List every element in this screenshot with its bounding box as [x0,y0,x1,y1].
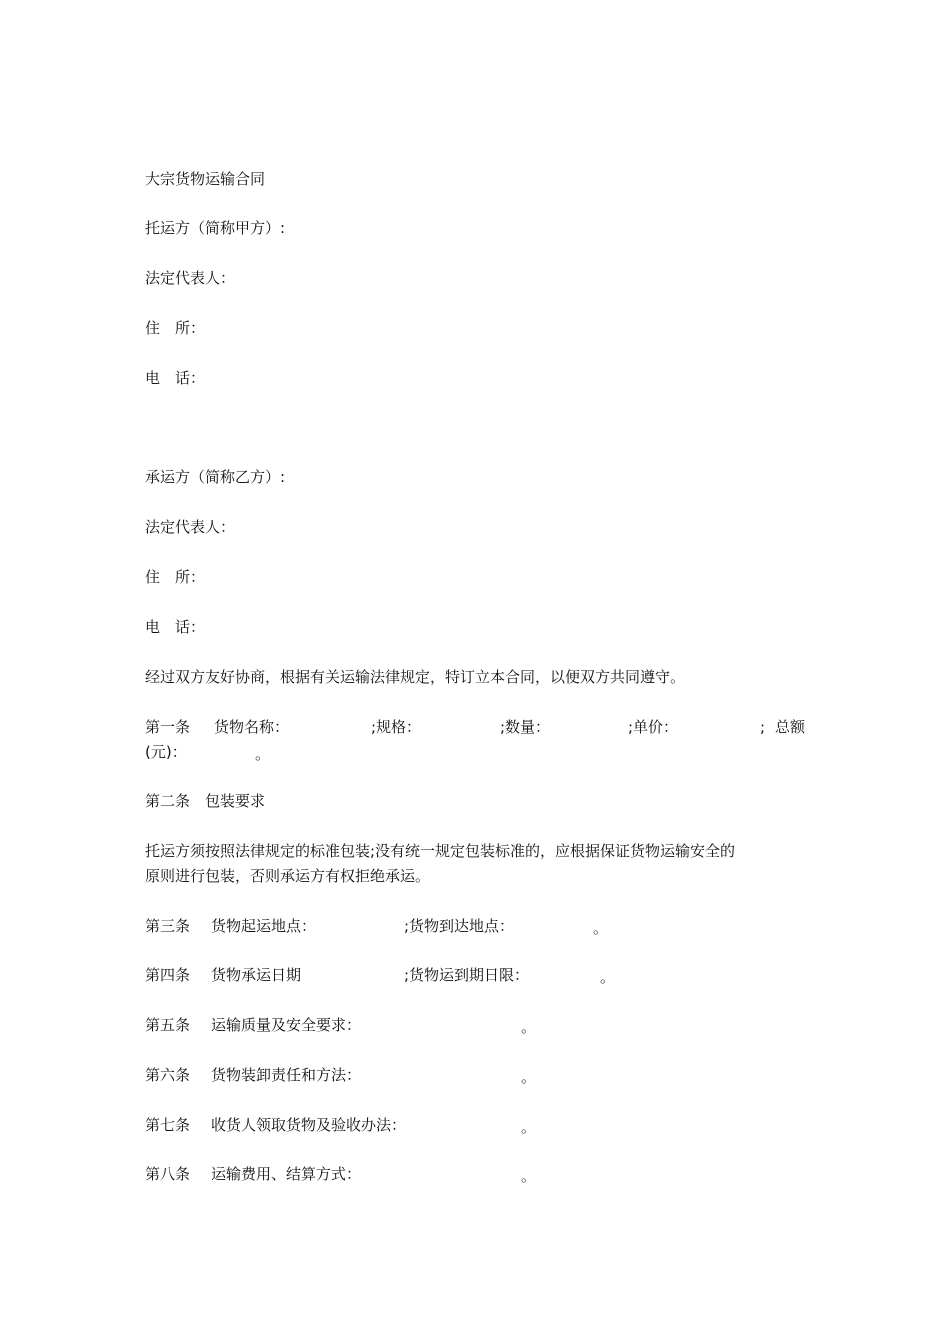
party-b-rep: 法定代表人： [145,518,236,536]
party-b-header: 承运方（简称乙方）: [145,468,286,486]
intro-paragraph: 经过双方友好协商，根据有关运输法律规定，特订立本合同，以便双方共同遵守。 [145,668,686,686]
article-8-label: 第八条 [145,1165,191,1183]
article-5-label: 第五条 [145,1016,191,1034]
article-7-label: 第七条 [145,1116,191,1134]
party-a-phone: 电 话： [145,369,206,387]
article-1-end: 。 [255,745,271,763]
party-b-address: 住 所： [145,568,206,586]
article-2-body-line-1: 托运方须按照法律规定的标准包装;没有统一规定包装标准的，应根据保证货物运输安全的 [145,842,736,860]
article-8-text: 运输费用、结算方式： [211,1165,362,1183]
article-6-text: 货物装卸责任和方法： [211,1066,362,1084]
article-3-origin: 货物起运地点： [211,917,317,935]
article-2-body-line-2: 原则进行包装，否则承运方有权拒绝承运。 [145,867,431,885]
article-7-text: 收货人领取货物及验收办法： [211,1116,407,1134]
party-a-header: 托运方（简称甲方）: [145,219,286,237]
article-6-end: 。 [521,1068,537,1086]
article-1-unit-price: ;单价： [628,718,679,736]
article-1-goods-name: 货物名称： [214,718,290,736]
article-3-destination: ;货物到达地点： [404,917,515,935]
article-5-text: 运输质量及安全要求： [211,1016,362,1034]
article-3-label: 第三条 [145,917,191,935]
article-1-spec: ;规格： [371,718,422,736]
article-3-end: 。 [593,919,609,937]
article-4-date: 货物承运日期 [211,966,302,984]
article-4-label: 第四条 [145,966,191,984]
article-5-end: 。 [521,1018,537,1036]
article-1-label: 第一条 [145,718,191,736]
article-1-quantity: ;数量： [500,718,551,736]
article-4-deadline: ;货物运到期日限： [404,966,530,984]
party-a-rep: 法定代表人： [145,269,236,287]
party-b-phone: 电 话： [145,618,206,636]
contract-title: 大宗货物运输合同 [145,170,266,188]
article-7-end: 。 [521,1118,537,1136]
article-4-end: 。 [600,968,616,986]
article-8-end: 。 [521,1167,537,1185]
article-2-heading: 第二条 包装要求 [145,792,266,810]
article-1-total-unit: (元)： [145,743,187,761]
article-1-semicolon: ; [760,718,766,736]
party-a-address: 住 所： [145,319,206,337]
article-1-total-label: 总额 [775,718,806,736]
article-6-label: 第六条 [145,1066,191,1084]
